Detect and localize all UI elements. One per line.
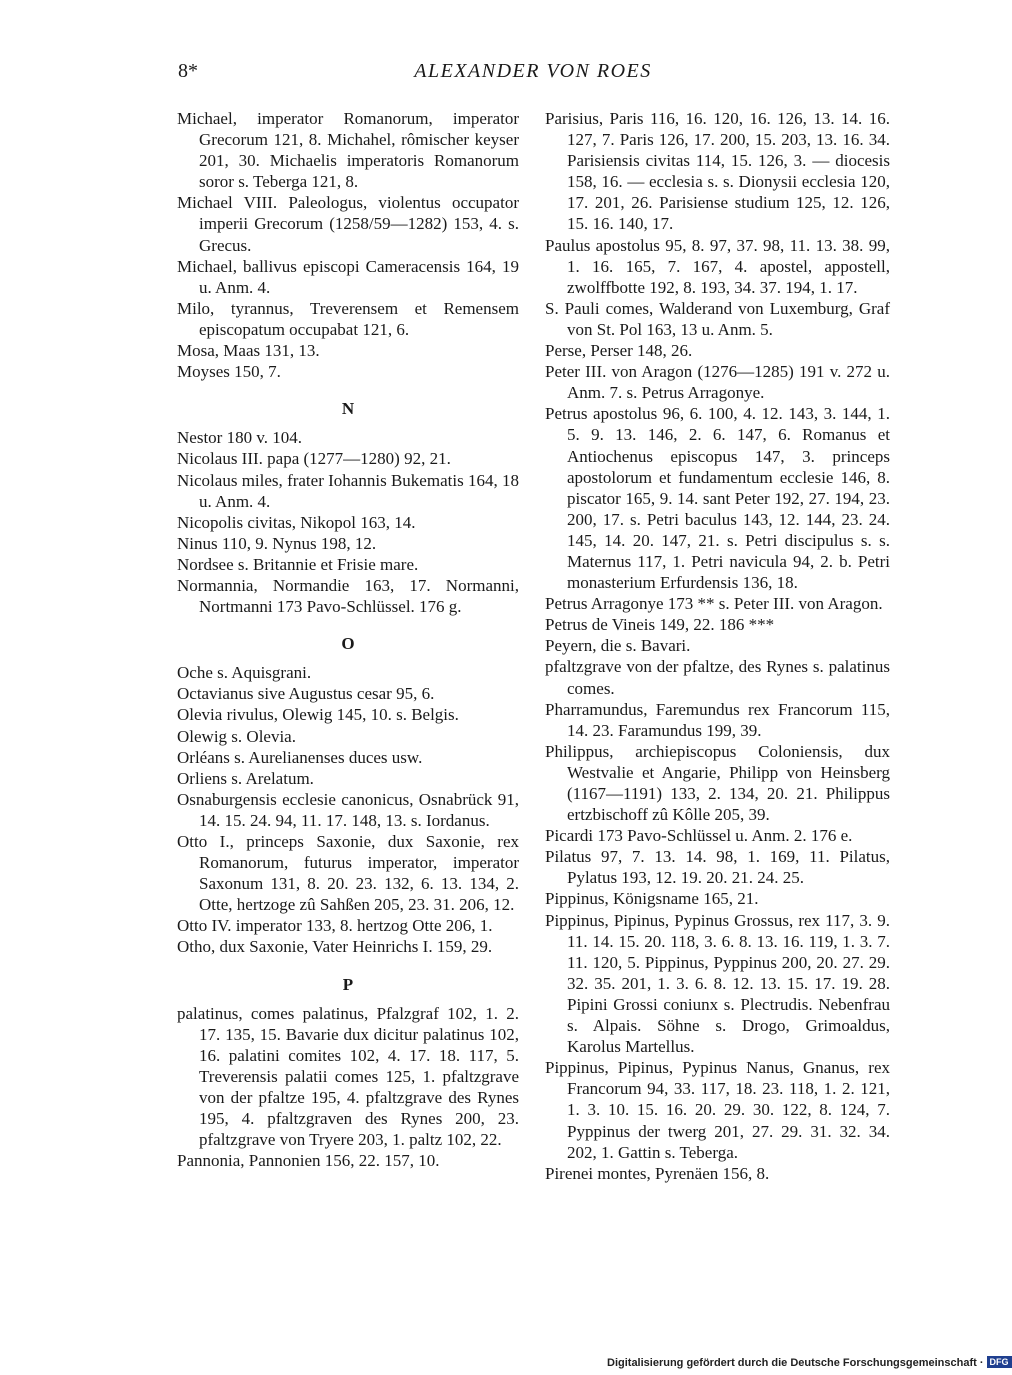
index-entry: Pirenei montes, Pyrenäen 156, 8. [545, 1163, 770, 1183]
index-entry: Peyern, die s. Bavari. [545, 636, 691, 656]
index-entry: Orléans s. Aurelianenses duces usw. [177, 747, 423, 767]
index-entry: Moyses 150, 7. [177, 362, 281, 382]
index-entry: S. Pauli comes, Walderand von Luxemburg, Graf von St. Pol 163, 13 u. Anm. 5. [545, 298, 890, 339]
index-entry: Otto IV. imperator 133, 8. hertzog Otte 206, 1. [177, 916, 493, 936]
index-entry: Paulus apostolus 95, 8. 97, 37. 98, 11. 13. 38. 99, 1. 16. 165, 7. 167, 4. apostel, appostell, zwolffbotte 192, 8. 193, 34. 37. 194, 1. 17. [545, 235, 890, 297]
index-entry: Ninus 110, 9. Nynus 198, 12. [177, 533, 377, 553]
index-entry: Pilatus 97, 7. 13. 14. 98, 1. 169, 11. Pilatus, Pylatus 193, 12. 19. 20. 21. 24. 25. [545, 847, 890, 888]
index-column-right [545, 108, 890, 1184]
running-title: ALEXANDER VON ROES [414, 60, 652, 82]
index-entry: Parisius, Paris 116, 16. 120, 16. 126, 13. 14. 16. 127, 7. Paris 126, 17. 200, 15. 203, 13. 16. 34. Parisiensis civitas 114, 15. 126, 3. — diocesis 158, 16. — ecclesia s. s. Dionysii ecclesia 120, 17. 201, 26. Parisiense studium 125, 12. 126, 15. 16. 140, 17. [545, 109, 890, 234]
index-entry: Pippinus, Pipinus, Pypinus Grossus, rex 117, 3. 9. 11. 14. 15. 20. 118, 3. 6. 8. 13. 16. 119, 1. 3. 7. 11. 120, 5. Pippinus, Pyppinus 200, 20. 27. 29. 32. 35. 201, 1. 3. 6. 8. 12. 13. 15. 17. 19. 28. Pipini Grossi coniunx s. Plectrudis. Nebenfrau s. Alpais. Söhne s. Drogo, Grimoaldus, Karolus Martellus. [545, 910, 890, 1057]
index-entry: Olevia rivulus, Olewig 145, 10. s. Belgis. [177, 705, 459, 725]
index-entry: Pippinus, Königsname 165, 21. [545, 889, 759, 909]
index-entry: Petrus apostolus 96, 6. 100, 4. 12. 143, 3. 144, 1. 5. 9. 13. 146, 2. 6. 147, 6. Romanus et Antiochenus episcopus 147, 3. princeps apostolorum et fundamentum ecclesie 146, 8. piscator 165, 9. 14. sant Peter 192, 27. 194, 23. 200, 17. s. Petri baculus 143, 12. 144, 23. 24. 145, 14. 20. 147, 21. s. Petri discipulus s. s. Maternus 117, 1. Petri navicula 94, 2. b. Petri monasterium Erfurdensis 136, 18. [545, 404, 890, 593]
index-entry: Nicolaus miles, frater Iohannis Bukematis 164, 18 u. Anm. 4. [177, 470, 519, 511]
index-entry: Pharramundus, Faremundus rex Francorum 115, 14. 23. Faramundus 199, 39. [545, 699, 890, 740]
page-header [178, 60, 888, 94]
index-entry: Michael, imperator Romanorum, imperator Grecorum 121, 8. Michahel, rômischer keyser 201, 30. Michaelis imperatoris Romanorum soror s. Teberga 121, 8. [177, 109, 519, 192]
index-entry: Orliens s. Arelatum. [177, 768, 314, 788]
index-entry: Nordsee s. Britannie et Frisie mare. [177, 554, 419, 574]
section-letter-heading: N [341, 399, 355, 419]
section-letter-heading: P [342, 974, 354, 994]
index-column-left [177, 108, 519, 1171]
index-entry: Octavianus sive Augustus cesar 95, 6. [177, 684, 435, 704]
index-entry: Philippus, archiepiscopus Coloniensis, dux Westvalie et Angarie, Philipp von Heinsberg (1167—1191) 133, 2. 134, 20. 21. Philippus ertzbischoff zû Kôlle 205, 39. [545, 741, 890, 825]
index-entry: Normannia, Normandie 163, 17. Normanni, Nortmanni 173 Pavo-Schlüssel. 176 g. [177, 575, 519, 617]
index-entry: palatinus, comes palatinus, Pfalzgraf 102, 1. 2. 17. 135, 15. Bavarie dux dicitur palatinus 102, 16. palatini comites 102, 4. 17. 18. 117, 5. Treverensis palatii comes 125, 1. pfaltzgrave von der pfaltze 195, 4. pfaltzgrave des Rynes 195, 4. pfaltzgraven des Rynes 200, 23. pfaltzgrave von Tryere 203, 1. paltz 102, 22. [177, 1003, 519, 1150]
index-entry: Nestor 180 v. 104. [177, 428, 302, 448]
page-number: 8* [178, 60, 198, 82]
index-entry: Pannonia, Pannonien 156, 22. 157, 10. [177, 1151, 440, 1171]
index-entry: Michael VIII. Paleologus, violentus occupator imperii Grecorum (1258/59—1282) 153, 4. s. Grecus. [177, 193, 519, 255]
index-entry: Perse, Perser 148, 26. [545, 341, 693, 361]
index-entry: Otho, dux Saxonie, Vater Heinrichs I. 159, 29. [177, 937, 493, 957]
index-entry: Olewig s. Olevia. [177, 726, 296, 746]
index-entry: Otto I., princeps Saxonie, dux Saxonie, rex Romanorum, futurus imperator, imperator Saxonum 131, 8. 20. 23. 132, 6. 13. 134, 2. Otte, hertzoge zû Sahßen 205, 23. 31. 206, 12. [177, 832, 519, 915]
index-entry: Petrus Arragonye 173 ** s. Peter III. von Aragon. [545, 594, 883, 614]
index-entry: Nicolaus III. papa (1277—1280) 92, 21. [177, 449, 451, 469]
index-entry: Osnaburgensis ecclesie canonicus, Osnabrück 91, 14. 15. 24. 94, 11. 17. 148, 13. s. Iordanus. [177, 789, 519, 830]
index-entry: Oche s. Aquisgrani. [177, 663, 312, 683]
footer-credit-text: Digitalisierung gefördert durch die Deutsche Forschungsgemeinschaft · [607, 1357, 984, 1369]
index-entry: Pippinus, Pipinus, Pypinus Nanus, Gnanus, rex Francorum 94, 33. 117, 18. 23. 118, 1. 2. 121, 1. 3. 10. 15. 16. 20. 29. 30. 122, 8. 124, 7. Pyppinus der twerg 201, 27. 29. 31. 32. 34. 202, 1. Gattin s. Teberga. [545, 1058, 890, 1162]
footer-credit [607, 1356, 1012, 1369]
dfg-logo-icon: DFG [987, 1356, 1012, 1368]
index-entry: Picardi 173 Pavo-Schlüssel u. Anm. 2. 176 e. [545, 826, 853, 846]
index-entry: Michael, ballivus episcopi Cameracensis 164, 19 u. Anm. 4. [177, 256, 519, 297]
index-entry: Milo, tyrannus, Treverensem et Remensem episcopatum occupabat 121, 6. [177, 298, 519, 339]
section-letter-heading: O [341, 634, 355, 654]
index-entry: Mosa, Maas 131, 13. [177, 341, 320, 361]
index-entry: Nicopolis civitas, Nikopol 163, 14. [177, 512, 416, 532]
index-entry: Petrus de Vineis 149, 22. 186 *** [545, 615, 775, 635]
index-entry: pfaltzgrave von der pfaltze, des Rynes s. palatinus comes. [545, 657, 890, 698]
index-entry: Peter III. von Aragon (1276—1285) 191 v. 272 u. Anm. 7. s. Petrus Arragonye. [545, 362, 890, 403]
